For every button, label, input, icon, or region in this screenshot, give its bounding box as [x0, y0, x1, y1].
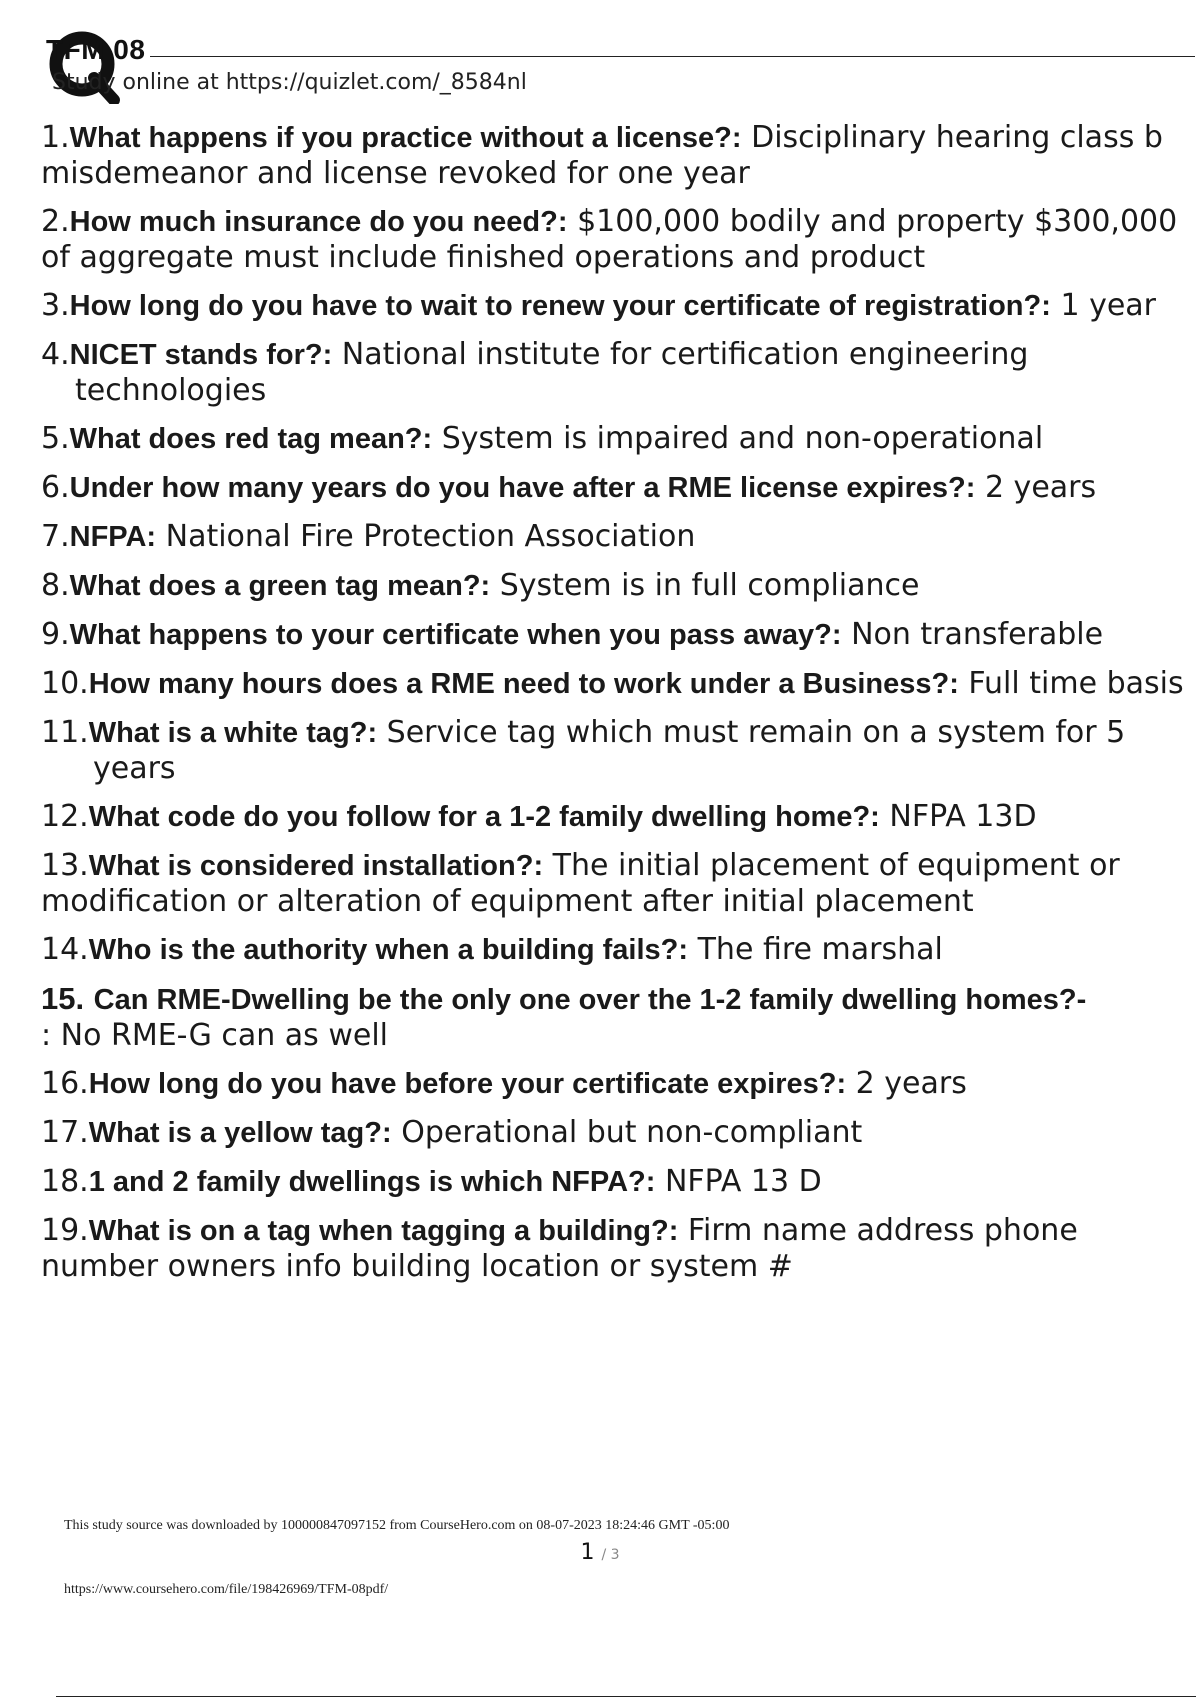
item-answer: National institute for certification engineering technologies [75, 337, 1029, 408]
item-question: Under how many years do you have after a RME license expires?: [69, 472, 976, 504]
list-item [41, 848, 1191, 919]
item-number: 3. [41, 288, 70, 323]
item-question: What code do you follow for a 1-2 family dwelling home?: [88, 801, 880, 833]
list-item [41, 568, 1191, 604]
list-item [41, 1066, 1191, 1102]
item-answer: 1 year [1060, 288, 1157, 323]
item-number: 14. [41, 932, 89, 967]
item-number: 11. [41, 715, 89, 750]
list-item [41, 981, 1191, 1053]
list-item [41, 1164, 1191, 1200]
current-page: 1 [580, 1540, 595, 1565]
page-number [0, 1540, 1200, 1565]
item-number: 1. [41, 120, 70, 155]
item-answer: NFPA 13 D [664, 1164, 822, 1199]
item-question: What is a white tag?: [88, 717, 378, 749]
item-number: 9. [41, 617, 70, 652]
item-number: 17. [41, 1115, 89, 1150]
item-question: How many hours does a RME need to work under a Business?: [88, 668, 959, 700]
item-number: 4. [41, 337, 70, 372]
list-item [41, 337, 1191, 408]
item-question: How long do you have before your certificate expires?: [88, 1068, 847, 1100]
item-number: 2. [41, 204, 70, 239]
item-question: What is on a tag when tagging a building?: [88, 1215, 679, 1247]
item-answer: Service tag which must remain on a system for 5 years [93, 715, 1126, 786]
item-number: 19. [41, 1213, 89, 1248]
list-item [41, 1213, 1191, 1284]
list-item [41, 666, 1191, 702]
item-number: 13. [41, 848, 89, 883]
item-question: What is a yellow tag?: [88, 1117, 392, 1149]
item-number: 8. [41, 568, 70, 603]
item-answer: System is in full compliance [499, 568, 920, 603]
item-number: 16. [41, 1066, 89, 1101]
footer-divider [56, 1696, 1196, 1697]
item-number: 10. [41, 666, 89, 701]
item-question: 1 and 2 family dwellings is which NFPA?: [88, 1166, 656, 1198]
item-number: 18. [41, 1164, 89, 1199]
item-number: 12. [41, 799, 89, 834]
item-number: 5. [41, 421, 70, 456]
item-question: How long do you have to wait to renew your certificate of registration?: [69, 290, 1051, 322]
item-answer: : No RME-G can as well [41, 1018, 389, 1053]
item-answer: Non transferable [851, 617, 1104, 652]
item-answer: Disciplinary hearing class b misdemeanor and license revoked for one year [41, 120, 1163, 191]
item-answer: System is impaired and non-operational [441, 421, 1044, 456]
item-question: What does a green tag mean?: [69, 570, 491, 602]
list-item [41, 715, 1191, 786]
item-answer: $100,000 bodily and property $300,000 of aggregate must include finished operations and product [41, 204, 1178, 275]
list-item [41, 204, 1191, 275]
total-pages: / 3 [601, 1547, 620, 1563]
item-question: NFPA: [69, 521, 157, 553]
item-answer: Operational but non-compliant [401, 1115, 863, 1150]
list-item [41, 120, 1191, 191]
item-answer: NFPA 13D [889, 799, 1037, 834]
item-answer: National Fire Protection Association [165, 519, 696, 554]
list-item [41, 1115, 1191, 1151]
item-answer: Full time basis [968, 666, 1184, 701]
item-number: 7. [41, 519, 70, 554]
document-title: TFM 08 [46, 34, 146, 65]
item-question: What happens if you practice without a license?: [69, 122, 742, 154]
list-item [41, 799, 1191, 835]
item-number: 15. [41, 981, 85, 1016]
item-question: Can RME-Dwelling be the only one over the 1-2 family dwelling homes?- [93, 984, 1087, 1016]
list-item [41, 932, 1191, 968]
footer-url: https://www.coursehero.com/file/198426969/TFM-08pdf/ [64, 1582, 389, 1597]
item-answer: 2 years [855, 1066, 967, 1101]
item-number: 6. [41, 470, 70, 505]
item-question: What does red tag mean?: [69, 423, 433, 455]
item-question: Who is the authority when a building fails?: [88, 934, 689, 966]
question-list [41, 120, 1191, 1297]
study-online-link-text: Study online at https://quizlet.com/_8584nl [52, 70, 527, 95]
item-question: How much insurance do you need?: [69, 206, 568, 238]
item-answer: Firm name address phone number owners info building location or system # [41, 1213, 1078, 1284]
item-question: What is considered installation?: [88, 850, 544, 882]
item-answer: 2 years [984, 470, 1097, 505]
list-item [41, 421, 1191, 457]
download-source-note: This study source was downloaded by 100000847097152 from CourseHero.com on 08-07-2023 18:24:46 GMT -05:00 [64, 1518, 730, 1533]
list-item [41, 288, 1191, 324]
item-answer: The fire marshal [697, 932, 943, 967]
item-question: NICET stands for?: [69, 339, 333, 371]
header-divider [150, 56, 1195, 57]
list-item [41, 617, 1191, 653]
item-question: What happens to your certificate when you pass away?: [69, 619, 842, 651]
list-item [41, 519, 1191, 555]
list-item [41, 470, 1191, 506]
item-answer: The initial placement of equipment or modification or alteration of equipment after initial placement [41, 848, 1120, 919]
